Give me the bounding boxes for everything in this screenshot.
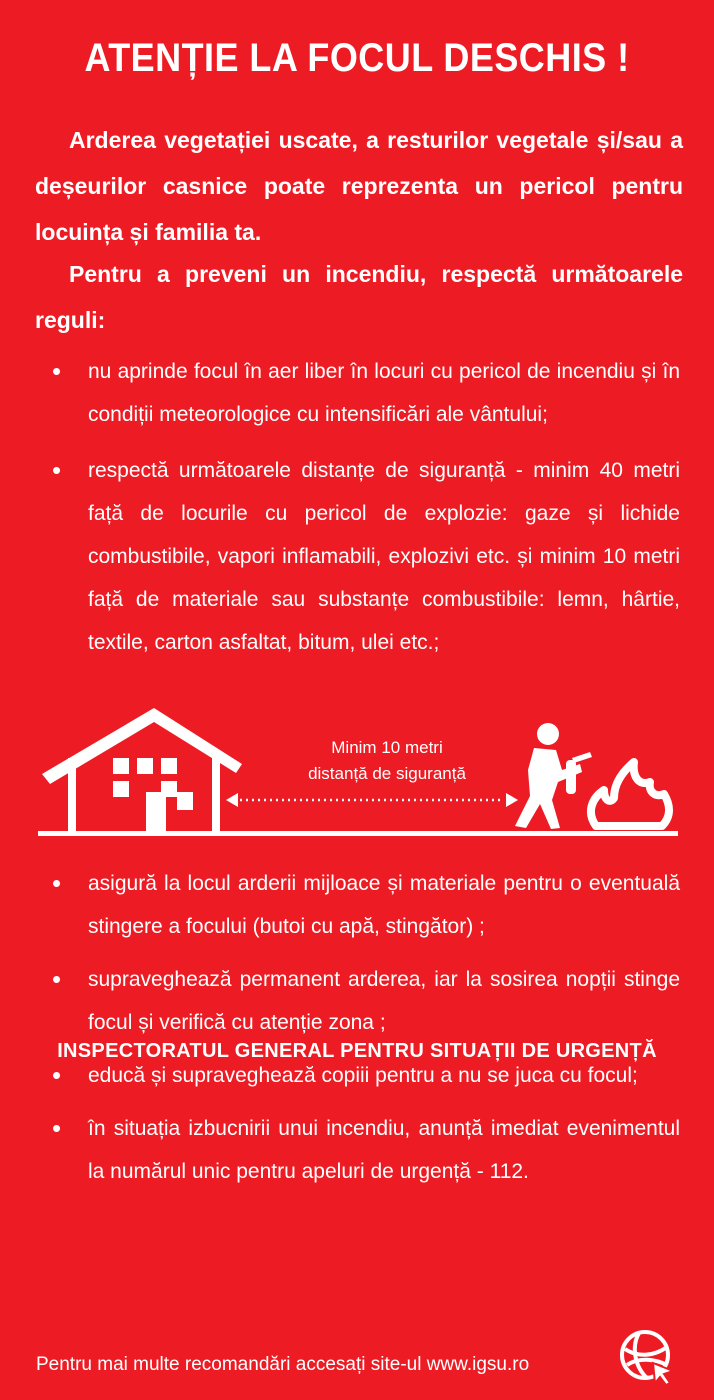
rule-text: în situația izbucnirii unui incendiu, anunță imediat evenimentul la numărul unic pentru apeluri de urgență - 112. — [88, 1117, 680, 1183]
house-icon — [42, 708, 242, 832]
rule-text: nu aprinde focul în aer liber în locuri cu pericol de incendiu și în condiții meteorologice cu intensificări ale vântului; — [88, 360, 680, 426]
distance-label-line1: Minim 10 metri — [331, 738, 443, 757]
rules-list-bottom — [0, 862, 714, 1203]
bullet-icon: • — [52, 1113, 62, 1143]
person-extinguisher-icon — [515, 723, 592, 829]
bullet-icon: • — [52, 1060, 62, 1090]
list-item — [0, 350, 714, 436]
intro-paragraph: Arderea vegetației uscate, a resturilor vegetale și/sau a deșeurilor casnice poate reprezenta un pericol pentru locuința și familia ta. — [35, 127, 683, 245]
rules-list-top — [0, 350, 714, 677]
page-title: ATENȚIE LA FOCUL DESCHIS ! — [84, 36, 630, 80]
organization-name: INSPECTORATUL GENERAL PENTRU SITUAȚII DE URGENȚĂ — [57, 1040, 657, 1062]
list-item — [0, 862, 714, 948]
rule-text: respectă următoarele distanțe de siguranță - minim 40 metri față de locurile cu pericol de explozie: gaze și lichide combustibile, vapori inflamabili, explozivi etc. și minim 10 metri față de materiale sau substanțe combustibile: lemn, hârtie, textile, carton asfaltat, bitum, ulei etc.; — [88, 459, 680, 654]
list-item — [0, 1107, 714, 1193]
list-item — [0, 449, 714, 664]
rule-text: asigură la locul arderii mijloace și materiale pentru o eventuală stingere a focului (butoi cu apă, stingător) ; — [88, 872, 680, 938]
bullet-icon: • — [52, 964, 62, 994]
distance-label-line2: distanță de siguranță — [308, 764, 466, 783]
intro-rules-lead: Pentru a preveni un incendiu, respectă următoarele reguli: — [35, 261, 683, 333]
fire-icon — [591, 762, 669, 826]
list-item — [0, 958, 714, 1044]
ground-line — [38, 831, 678, 836]
rule-text: supraveghează permanent arderea, iar la sosirea nopții stinge focul și verifică cu atenție zona ; — [88, 968, 680, 1034]
rule-text: educă și supraveghează copiii pentru a nu se juca cu focul; — [88, 1064, 638, 1087]
bullet-icon: • — [52, 356, 62, 386]
arrow-icon — [226, 793, 518, 807]
bullet-icon: • — [52, 868, 62, 898]
bullet-icon: • — [52, 455, 62, 485]
distance-label — [282, 735, 492, 787]
globe-cursor-icon[interactable] — [617, 1327, 677, 1387]
footer-website-note[interactable]: Pentru mai multe recomandări accesați site-ul www.igsu.ro — [36, 1354, 530, 1375]
